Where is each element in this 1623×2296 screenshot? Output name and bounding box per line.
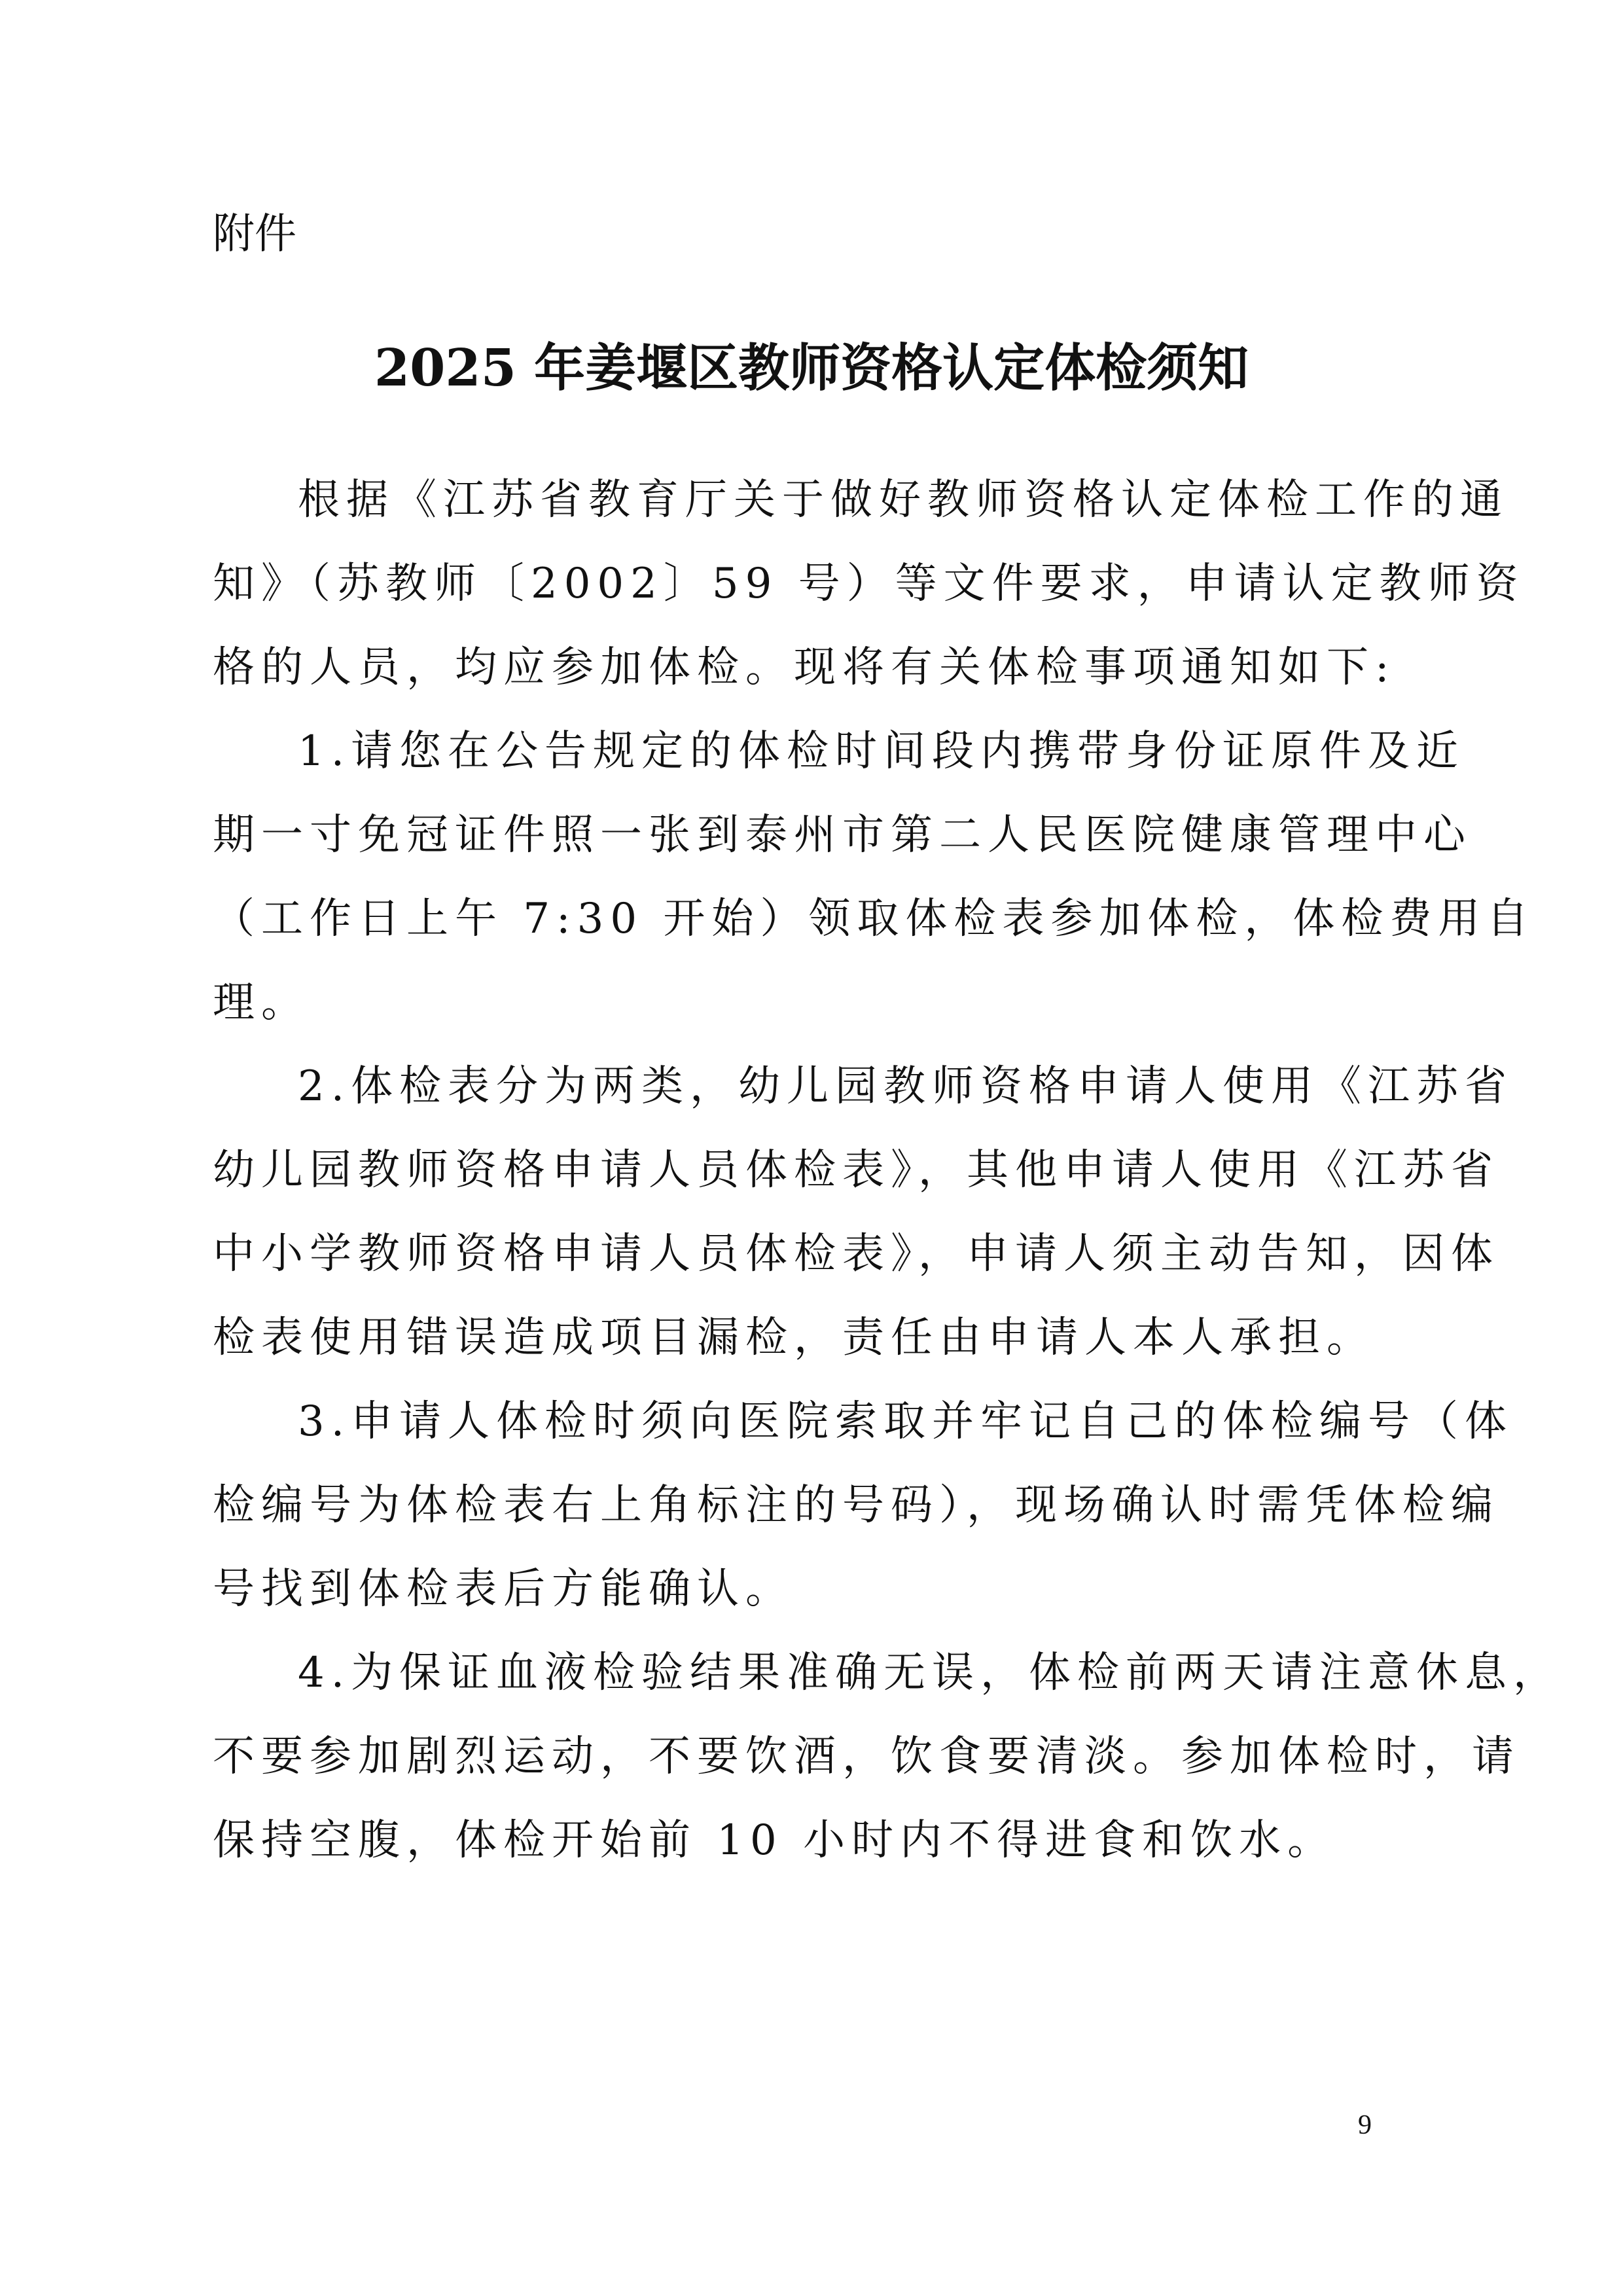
document-body (213, 458, 1562, 1882)
paragraph-line: 格的人员，均应参加体检。现将有关体检事项通知如下: (213, 643, 1396, 692)
item-4-paragraph (213, 1631, 1562, 1882)
page-number: 9 (1358, 2110, 1372, 2140)
paragraph-line: 2.体检表分为两类，幼儿园教师资格申请人使用《江苏省 (298, 1062, 1514, 1111)
paragraph-line: 幼儿园教师资格申请人员体检表》，其他申请人使用《江苏省 (213, 1146, 1499, 1194)
paragraph-line: 检编号为体检表右上角标注的号码），现场确认时需凭体检编 (213, 1481, 1499, 1530)
paragraph-line: 检表使用错误造成项目漏检，责任由申请人本人承担。 (213, 1314, 1375, 1362)
paragraph-line: 期一寸免冠证件照一张到泰州市第二人民医院健康管理中心 (213, 811, 1472, 859)
paragraph-line: 4.为保证血液检验结果准确无误，体检前两天请注意休息， (298, 1649, 1562, 1697)
paragraph-line: 理。 (213, 978, 310, 1027)
item-2-paragraph (213, 1045, 1514, 1380)
paragraph-line: 3.申请人体检时须向医院索取并牢记自己的体检编号（体 (298, 1397, 1514, 1446)
paragraph-line: 根据《江苏省教育厅关于做好教师资格认定体检工作的通 (298, 476, 1508, 524)
item-3-paragraph (213, 1380, 1514, 1631)
paragraph-line: 知》（苏教师〔2002〕59 号）等文件要求，申请认定教师资 (213, 560, 1525, 608)
attachment-label: 附件 (213, 210, 296, 259)
paragraph-line: 保持空腹，体检开始前 10 小时内不得进食和饮水。 (213, 1816, 1336, 1865)
paragraph-line: （工作日上午 7:30 开始）领取体检表参加体检，体检费用自 (213, 895, 1535, 943)
item-1-paragraph (213, 709, 1535, 1045)
paragraph-line: 号找到体检表后方能确认。 (213, 1565, 794, 1613)
intro-paragraph (213, 458, 1525, 709)
paragraph-line: 不要参加剧烈运动，不要饮酒，饮食要清淡。参加体检时，请 (213, 1732, 1520, 1781)
paragraph-line: 中小学教师资格申请人员体检表》，申请人须主动告知，因体 (213, 1230, 1499, 1278)
document-title: 2025 年姜堰区教师资格认定体检须知 (374, 338, 1249, 398)
paragraph-line: 1.请您在公告规定的体检时间段内携带身份证原件及近 (298, 727, 1465, 776)
